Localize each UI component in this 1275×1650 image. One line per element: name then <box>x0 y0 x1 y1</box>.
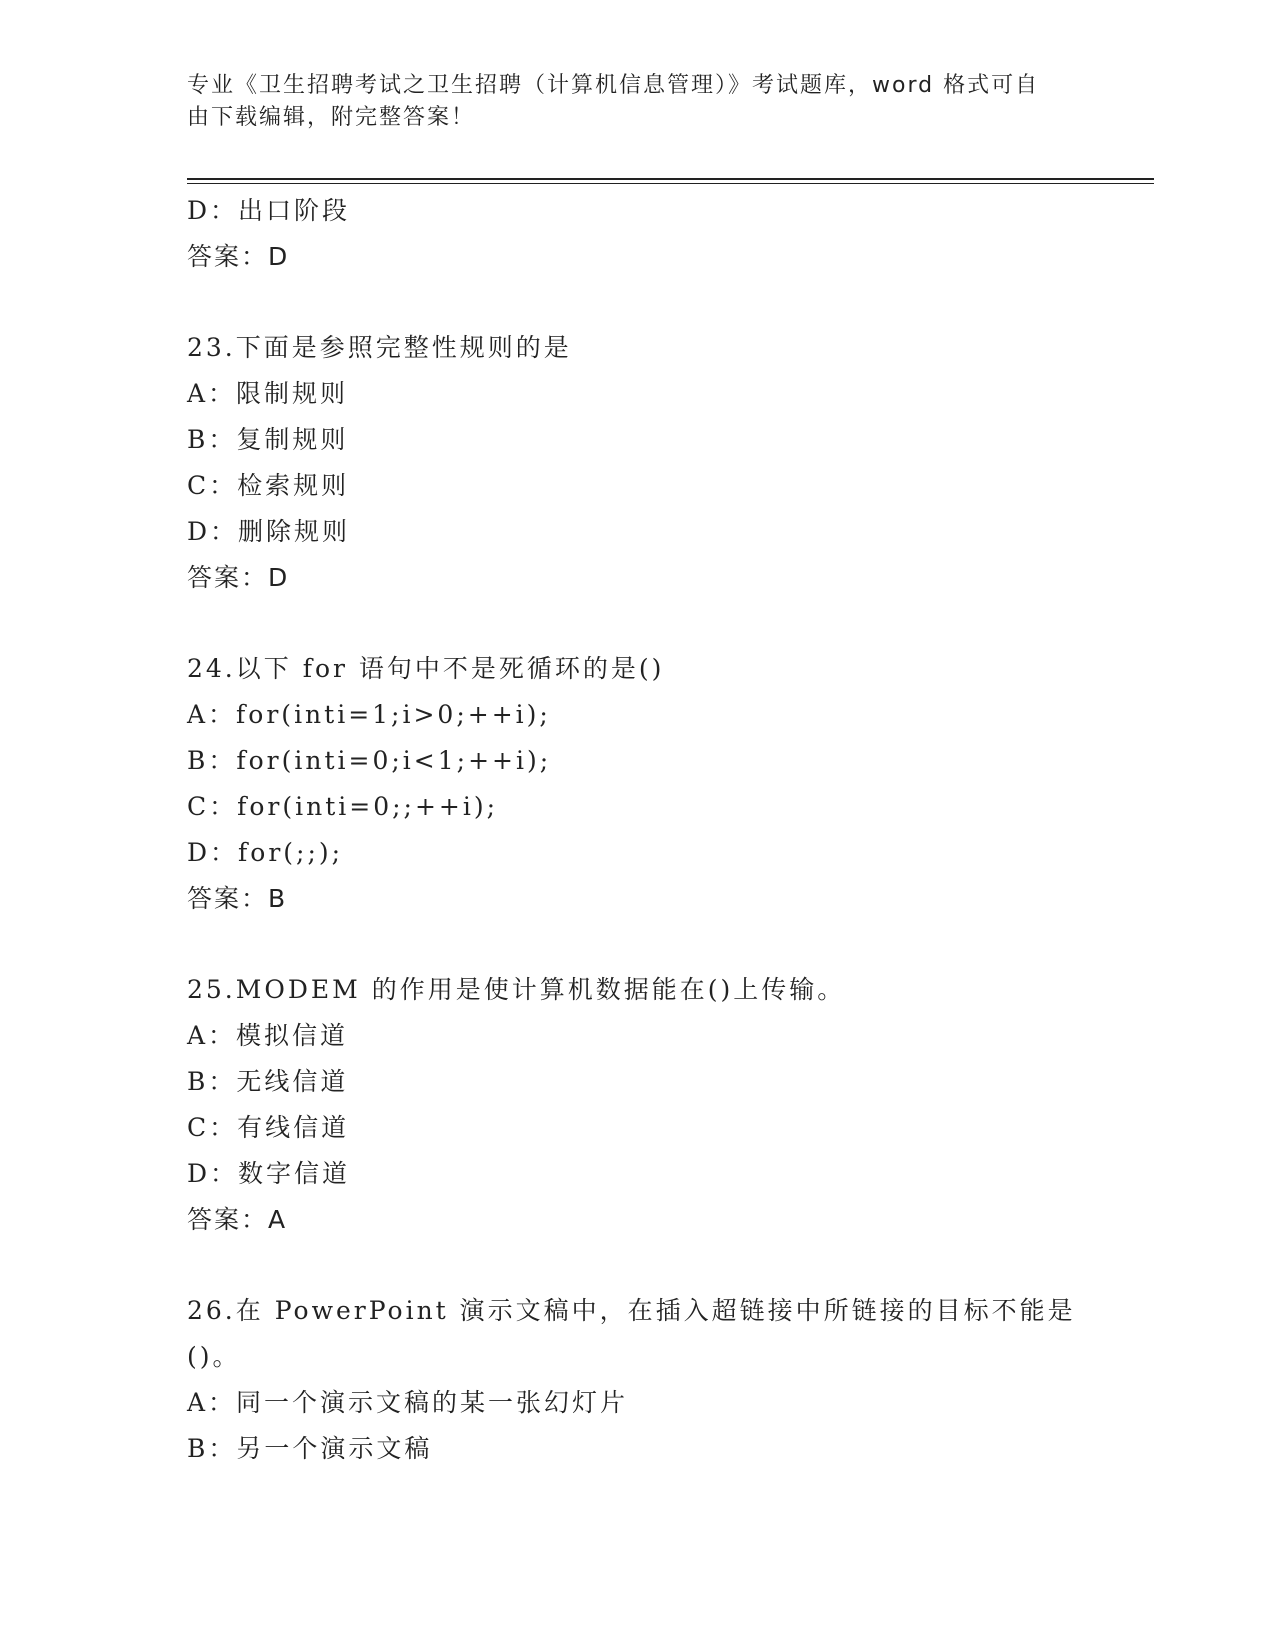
question-list <box>187 188 1076 1472</box>
prev-answer: 答案：D <box>187 242 290 271</box>
option-c: C：检索规则 <box>187 471 350 500</box>
option-d: D：数字信道 <box>187 1159 351 1188</box>
option-b: B：for(inti=0;i<1;++i); <box>187 746 552 775</box>
option-a: A：for(inti=1;i>0;++i); <box>187 700 551 729</box>
header-line-1: 专业《卫生招聘考试之卫生招聘（计算机信息管理）》考试题库，word 格式可自 <box>187 73 1040 98</box>
option-a: A：限制规则 <box>187 379 349 408</box>
option-b: B：另一个演示文稿 <box>187 1434 433 1463</box>
option-b: B：无线信道 <box>187 1067 349 1096</box>
question-text-line-1: 26.在 PowerPoint 演示文稿中，在插入超链接中所链接的目标不能是 <box>187 1296 1076 1325</box>
question-24 <box>187 646 1067 922</box>
option-c: C：有线信道 <box>187 1113 350 1142</box>
question-23 <box>187 325 1067 601</box>
question-text: 23.下面是参照完整性规则的是 <box>187 333 572 362</box>
answer: 答案：D <box>187 563 290 592</box>
option-a: A：模拟信道 <box>187 1021 349 1050</box>
option-b: B：复制规则 <box>187 425 349 454</box>
header-line-2: 由下载编辑，附完整答案！ <box>187 105 476 130</box>
document-header <box>187 70 1067 134</box>
question-25 <box>187 967 1067 1243</box>
question-26 <box>187 1288 1076 1472</box>
option-a: A：同一个演示文稿的某一张幻灯片 <box>187 1388 629 1417</box>
option-d: D：for(;;); <box>187 838 344 867</box>
question-text: 24.以下 for 语句中不是死循环的是() <box>187 654 665 683</box>
option-d: D：删除规则 <box>187 517 351 546</box>
question-text: 25.MODEM 的作用是使计算机数据能在()上传输。 <box>187 975 846 1004</box>
question-text-line-2: ()。 <box>187 1342 241 1371</box>
header-divider-thin <box>187 183 1154 184</box>
header-divider-thick <box>187 178 1154 180</box>
prev-option-d: D：出口阶段 <box>187 196 351 225</box>
answer: 答案：B <box>187 884 288 913</box>
option-c: C：for(inti=0;;++i); <box>187 792 499 821</box>
answer: 答案：A <box>187 1205 288 1234</box>
